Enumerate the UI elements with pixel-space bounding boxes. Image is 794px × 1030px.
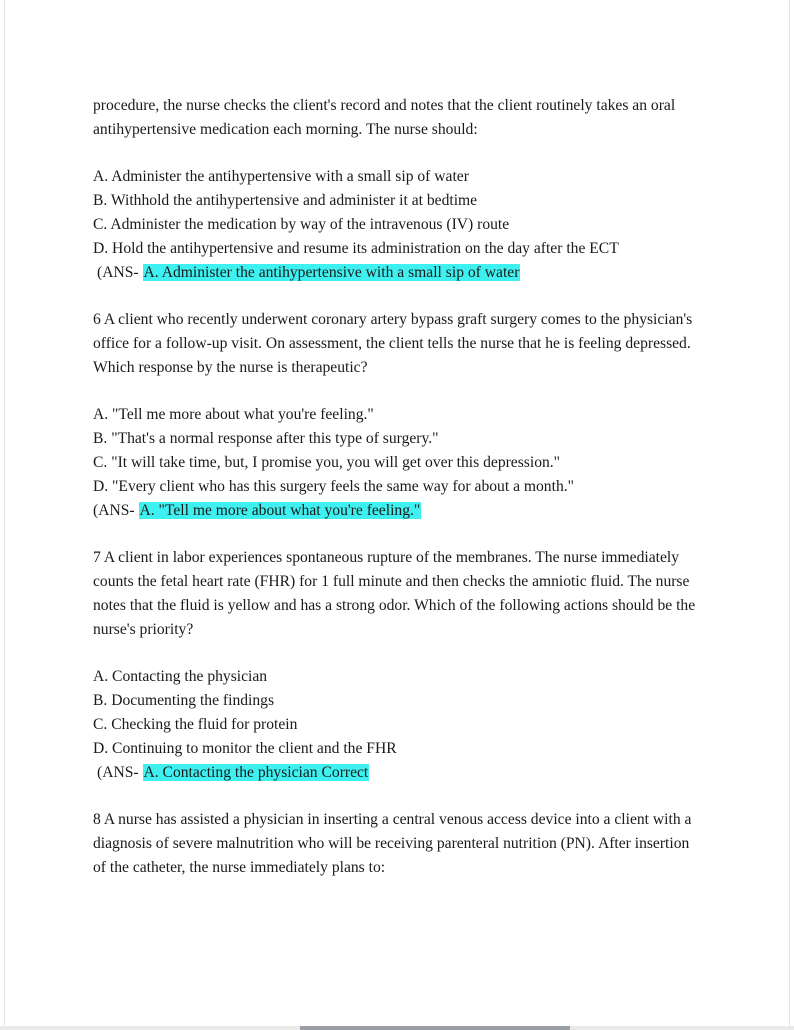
question-7-answer <box>93 761 705 785</box>
question-6-option-d: D. "Every client who has this surgery feels the same way for about a month." <box>93 478 575 495</box>
question-5-answer <box>93 261 705 285</box>
answer-prefix: (ANS- <box>97 764 139 781</box>
question-5-options <box>93 165 705 285</box>
answer-highlight: A. "Tell me more about what you're feeling." <box>139 502 421 519</box>
answer-highlight: A. Administer the antihypertensive with a small sip of water <box>143 264 520 281</box>
answer-highlight: A. Contacting the physician Correct <box>143 764 369 781</box>
question-6-answer <box>93 499 705 523</box>
question-8-stem: 8 A nurse has assisted a physician in inserting a central venous access device into a client with a diagnosis of severe malnutrition who will be receiving parenteral nutrition (PN). After insertion of the catheter, the nurse immediately plans to: <box>93 811 692 876</box>
question-7-stem: 7 A client in labor experiences spontaneous rupture of the membranes. The nurse immediately counts the fetal heart rate (FHR) for 1 full minute and then checks the amniotic fluid. The nurse notes that the fluid is yellow and has a strong odor. Which of the following actions should be the nurse's priority? <box>93 549 696 638</box>
question-5-option-c: C. Administer the medication by way of the intravenous (IV) route <box>93 216 510 233</box>
scrollbar-track <box>0 1026 794 1030</box>
question-6-option-b: B. "That's a normal response after this type of surgery." <box>93 430 439 447</box>
question-7-option-d: D. Continuing to monitor the client and the FHR <box>93 740 397 757</box>
question-7-options <box>93 665 705 785</box>
document-body <box>93 94 705 880</box>
question-6-option-a: A. "Tell me more about what you're feeling." <box>93 406 374 423</box>
question-6-stem: 6 A client who recently underwent coronary artery bypass graft surgery comes to the physician's office for a follow-up visit. On assessment, the client tells the nurse that he is feeling depressed. Which response by the nurse is therapeutic? <box>93 311 693 376</box>
question-5-option-a: A. Administer the antihypertensive with a small sip of water <box>93 168 469 185</box>
question-7-option-c: C. Checking the fluid for protein <box>93 716 298 733</box>
question-5-option-d: D. Hold the antihypertensive and resume its administration on the day after the ECT <box>93 240 619 257</box>
question-5-option-b: B. Withhold the antihypertensive and administer it at bedtime <box>93 192 478 209</box>
answer-prefix: (ANS- <box>93 502 135 519</box>
answer-prefix: (ANS- <box>97 264 139 281</box>
question-7-option-b: B. Documenting the findings <box>93 692 275 709</box>
question-6-options <box>93 403 705 523</box>
question-7-option-a: A. Contacting the physician <box>93 668 268 685</box>
question-5-stem: procedure, the nurse checks the client's record and notes that the client routinely takes an oral antihypertensive medication each morning. The nurse should: <box>93 97 676 138</box>
question-6-option-c: C. "It will take time, but, I promise you, you will get over this depression." <box>93 454 561 471</box>
